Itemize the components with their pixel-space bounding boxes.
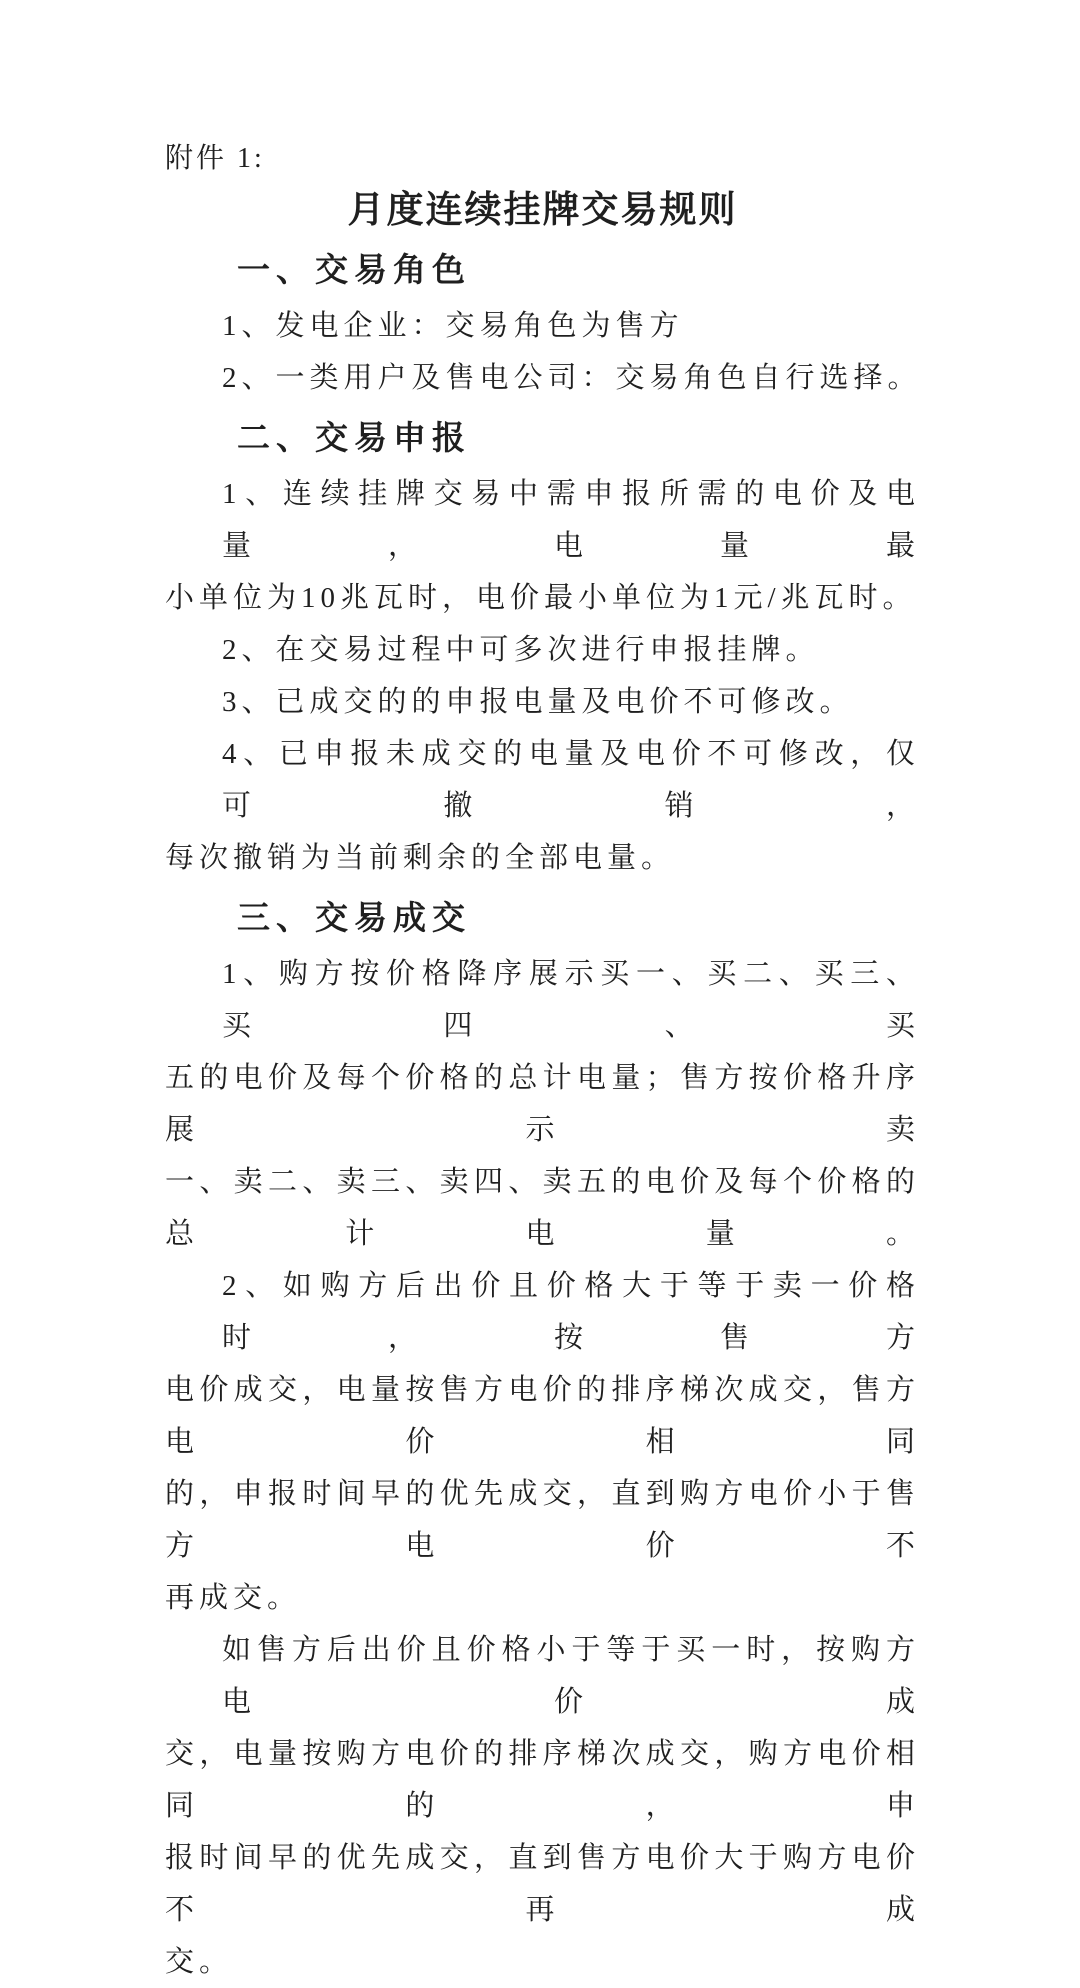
body-line: 交，电量按购方电价的排序梯次成交，购方电价相同的，申 [165, 1738, 920, 1822]
section-heading-trading-roles: 一、交易角色 [237, 253, 471, 289]
body-line: 4、已申报未成交的电量及电价不可修改，仅可撤销， [222, 738, 920, 822]
body-line: 如售方后出价且价格小于等于买一时，按购方电价成 [222, 1634, 920, 1718]
section-heading-trade-execution: 三、交易成交 [237, 901, 471, 937]
body-line: 3、已成交的的申报电量及电价不可修改。 [222, 686, 854, 718]
body-line: 再成交。 [165, 1582, 302, 1614]
body-line: 交。 [165, 1946, 234, 1978]
body-line: 一、卖二、卖三、卖四、卖五的电价及每个价格的总计电量。 [165, 1166, 920, 1250]
body-line: 电价成交，电量按售方电价的排序梯次成交，售方电价相同 [165, 1374, 920, 1458]
body-line: 五的电价及每个价格的总计电量；售方按价格升序展示卖 [165, 1062, 920, 1146]
body-line: 1、连续挂牌交易中需申报所需的电价及电量，电量最 [222, 478, 920, 562]
section-heading-trading-declaration: 二、交易申报 [237, 421, 471, 457]
attachment-label: 附件 1: [165, 143, 265, 174]
body-line: 每次撤销为当前剩余的全部电量。 [165, 842, 676, 874]
body-line: 报时间早的优先成交，直到售方电价大于购方电价不再成 [165, 1842, 920, 1926]
body-line: 的，申报时间早的优先成交，直到购方电价小于售方电价不 [165, 1478, 920, 1562]
body-line: 2、如购方后出价且价格大于等于卖一价格时，按售方 [222, 1270, 920, 1354]
body-line: 小单位为10兆瓦时，电价最小单位为1元/兆瓦时。 [165, 582, 917, 614]
body-line: 1、购方按价格降序展示买一、买二、买三、买四、买 [222, 958, 920, 1042]
body-line: 1、发电企业：交易角色为售方 [222, 310, 684, 342]
document-title: 月度连续挂牌交易规则 [347, 190, 738, 231]
body-line: 2、在交易过程中可多次进行申报挂牌。 [222, 634, 820, 666]
body-line: 2、一类用户及售电公司：交易角色自行选择。 [222, 362, 922, 394]
